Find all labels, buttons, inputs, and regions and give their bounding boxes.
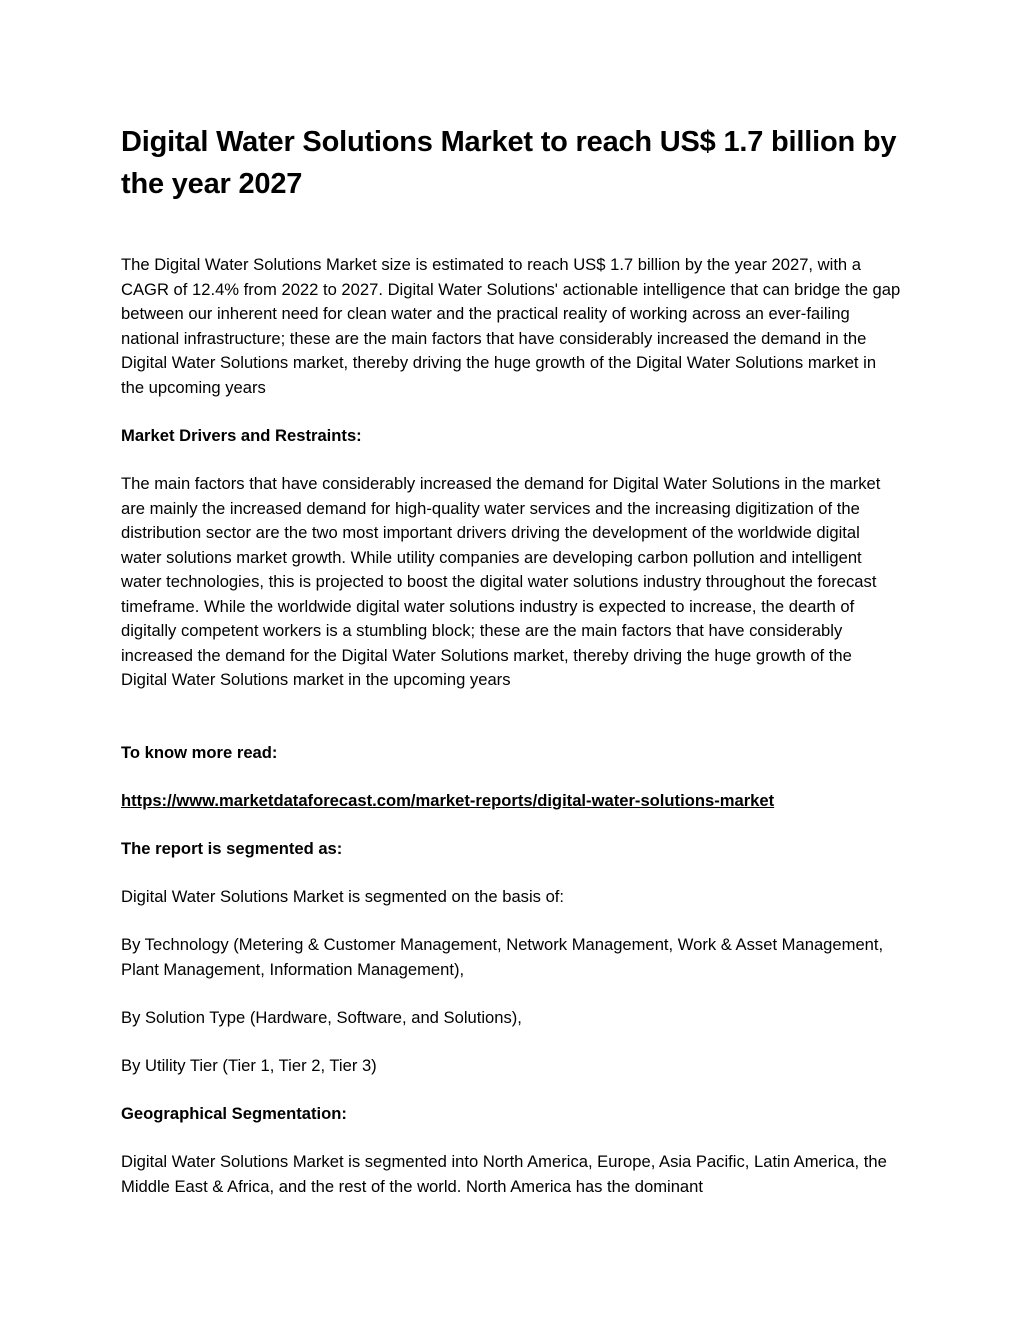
intro-paragraph: The Digital Water Solutions Market size is estimated to reach US$ 1.7 billion by the year 2027, with a CAGR of 12.4% from 2022 to 2027. Digital Water Solutions' actionable intelligence that can bridge the gap between our inherent need for clean water and the practical reality of working across an ever-failing national infrastructure; these are the main factors that have considerably increased the demand in the Digital Water Solutions market, thereby driving the huge growth of the Digital Water Solutions market in the upcoming years [121,255,901,397]
drivers-heading: Market Drivers and Restraints: [121,426,362,445]
geo-paragraph: Digital Water Solutions Market is segmented into North America, Europe, Asia Pacific, Latin America, the Middle East & Africa, and the rest of the world. North America has the dominant [121,1152,887,1196]
geo-heading: Geographical Segmentation: [121,1104,347,1123]
segmented-heading: The report is segmented as: [121,839,343,858]
segment-technology: By Technology (Metering & Customer Management, Network Management, Work & Asset Management, Plant Management, Information Management), [121,935,884,979]
segment-utility-tier: By Utility Tier (Tier 1, Tier 2, Tier 3) [121,1056,377,1075]
link-paragraph [121,789,901,814]
document-title: Digital Water Solutions Market to reach US$ 1.7 billion by the year 2027 [121,126,897,200]
report-link[interactable]: https://www.marketdataforecast.com/market-reports/digital-water-solutions-market [121,791,775,810]
know-more-heading: To know more read: [121,743,278,762]
segmented-intro: Digital Water Solutions Market is segmented on the basis of: [121,887,565,906]
segment-solution-type: By Solution Type (Hardware, Software, and Solutions), [121,1008,522,1027]
drivers-paragraph: The main factors that have considerably increased the demand for Digital Water Solutions in the market are mainly the increased demand for high-quality water services and the increasing digitization of the distribution sector are the two most important drivers driving the development of the worldwide digital water solutions market growth. While utility companies are developing carbon pollution and intelligent water technologies, this is projected to boost the digital water solutions industry throughout the forecast timeframe. While the worldwide digital water solutions industry is expected to increase, the dearth of digitally competent workers is a stumbling block; these are the main factors that have considerably increased the demand for the Digital Water Solutions market, thereby driving the huge growth of the Digital Water Solutions market in the upcoming years [121,474,881,689]
